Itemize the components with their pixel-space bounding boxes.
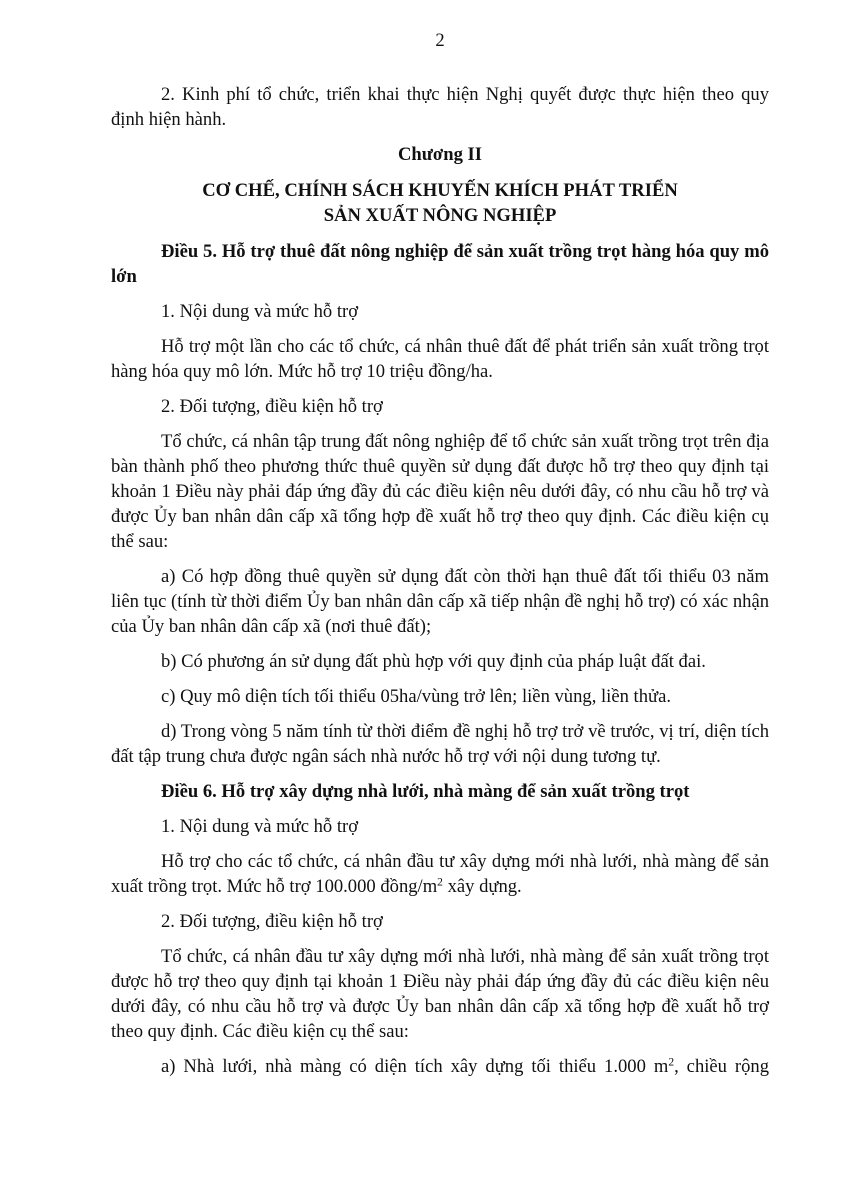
article-5-condition-d: d) Trong vòng 5 năm tính từ thời điểm đề nghị hỗ trợ trở về trước, vị trí, diện tích đất tập trung chưa được ngân sách nhà nước hỗ trợ với nội dung tương tự. — [111, 721, 769, 767]
article-6-item-1-text-main: Hỗ trợ cho các tổ chức, cá nhân đầu tư xây dựng mới nhà lưới, nhà màng để sản xuất trồng trọt. Mức hỗ trợ 100.000 đồng/m — [111, 851, 769, 897]
article-6-item-1-heading: 1. Nội dung và mức hỗ trợ — [161, 816, 359, 837]
article-5-title: Điều 5. Hỗ trợ thuê đất nông nghiệp để sản xuất trồng trọt hàng hóa quy mô lớn — [111, 241, 769, 287]
article-5-condition-c: c) Quy mô diện tích tối thiểu 05ha/vùng trở lên; liền vùng, liền thửa. — [161, 686, 671, 707]
article-6-item-1-text-tail: xây dựng. — [442, 876, 522, 897]
chapter-title — [111, 178, 769, 228]
article-5-item-1-heading: 1. Nội dung và mức hỗ trợ — [161, 301, 359, 322]
funding-clause: 2. Kinh phí tổ chức, triển khai thực hiện Nghị quyết được thực hiện theo quy định hiện hành. — [111, 84, 769, 130]
article-6-title: Điều 6. Hỗ trợ xây dựng nhà lưới, nhà màng để sản xuất trồng trọt — [161, 781, 690, 802]
article-6-condition-a — [111, 1054, 769, 1079]
chapter-number: Chương II — [398, 144, 482, 165]
page-number: 2 — [435, 30, 445, 51]
article-5-condition-a: a) Có hợp đồng thuê quyền sử dụng đất còn thời hạn thuê đất tối thiểu 03 năm liên tục (tính từ thời điểm Ủy ban nhân dân cấp xã tiếp nhận đề nghị hỗ trợ) có xác nhận của Ủy ban nhân dân cấp xã (nơi thuê đất); — [111, 566, 769, 637]
document-page — [111, 28, 769, 1089]
article-5-item-2-heading: 2. Đối tượng, điều kiện hỗ trợ — [161, 396, 383, 417]
article-6-item-1-text — [111, 849, 769, 899]
article-6-condition-a-main: a) Nhà lưới, nhà màng có diện tích xây dựng tối thiểu 1.000 m — [161, 1056, 669, 1077]
article-6-item-2-heading: 2. Đối tượng, điều kiện hỗ trợ — [161, 911, 383, 932]
article-5-item-1-text: Hỗ trợ một lần cho các tổ chức, cá nhân thuê đất để phát triển sản xuất trồng trọt hàng hóa quy mô lớn. Mức hỗ trợ 10 triệu đồng/ha. — [111, 336, 769, 382]
chapter-title-line-1: CƠ CHẾ, CHÍNH SÁCH KHUYẾN KHÍCH PHÁT TRIỂN — [202, 180, 678, 201]
square-superscript: 2 — [668, 1056, 675, 1069]
article-5-item-2-text: Tổ chức, cá nhân tập trung đất nông nghiệp để tổ chức sản xuất trồng trọt trên địa bàn thành phố theo phương thức thuê quyền sử dụng đất được hỗ trợ theo quy định tại khoản 1 Điều này phải đáp ứng đầy đủ các điều kiện nêu dưới đây, có nhu cầu hỗ trợ và được Ủy ban nhân dân cấp xã tổng hợp đề xuất hỗ trợ theo quy định. Các điều kiện cụ thể sau: — [111, 431, 769, 552]
article-6-item-2-text: Tổ chức, cá nhân đầu tư xây dựng mới nhà lưới, nhà màng để sản xuất trồng trọt được hỗ trợ theo quy định tại khoản 1 Điều này phải đáp ứng đầy đủ các điều kiện nêu dưới đây, có nhu cầu hỗ trợ và được Ủy ban nhân dân cấp xã tổng hợp đề xuất hỗ trợ theo quy định. Các điều kiện cụ thể sau: — [111, 946, 769, 1042]
article-6-condition-a-tail: , chiều rộng — [674, 1056, 769, 1077]
square-superscript: 2 — [437, 876, 443, 889]
article-5-condition-b: b) Có phương án sử dụng đất phù hợp với quy định của pháp luật đất đai. — [161, 651, 706, 672]
chapter-title-line-2: SẢN XUẤT NÔNG NGHIỆP — [323, 205, 557, 226]
